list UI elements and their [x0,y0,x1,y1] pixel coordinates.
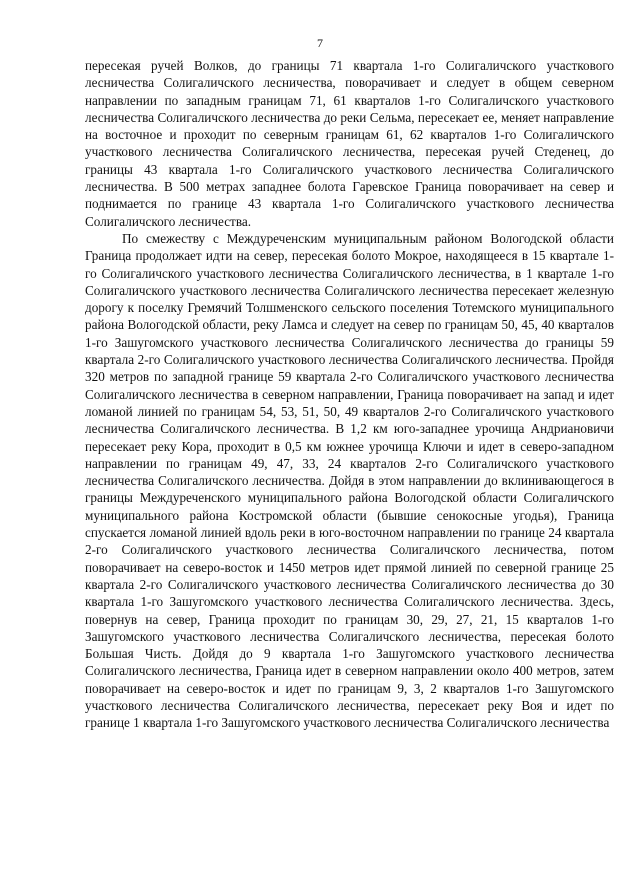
paragraph-mezhdurechensky-border: По смежеству с Междуреченским муниципальным районом Вологодской области Граница продолжает идти на север, пересекая болото Мокрое, находящееся в 15 квартале 1-го Солигаличского участкового лесничества Солигаличского лесничества, в 1 квартале 1-го Солигаличского участкового лесничества Солигаличского лесничества пересекает железную дорогу к поселку Гремячий Толшменского сельского поселения Тотемского муниципального района Вологодской области, реку Ламса и следует на север по границам 50, 45, 40 кварталов 1-го Зашугомского участкового лесничества Солигаличского лесничества до границы 59 квартала 2-го Солигаличского участкового лесничества Солигаличского лесничества. Пройдя 320 метров по западной границе 59 квартала 2-го Солигаличского участкового лесничества Солигаличского лесничества в северном направлении, Граница поворачивает на запад и идет ломаной линией по границам 54, 53, 51, 50, 49 кварталов 2-го Солигаличского участкового лесничества Солигаличского лесничества. В 1,2 км юго-западнее урочища Андриановичи пересекает реку Кора, проходит в 0,5 км южнее урочища Ключи и идет в северо-западном направлении по границам 49, 47, 33, 24 кварталов 2-го Солигаличского участкового лесничества Солигаличского лесничества. Дойдя в этом направлении до вклинивающегося в границы Междуреченского муниципального района Вологодской области Солигаличского муниципального района Костромской области (бывшие сенокосные угодья), Граница спускается ломаной линией вдоль реки в юго-восточном направлении по границе 24 квартала 2-го Солигаличского участкового лесничества Солигаличского лесничества, потом поворачивает на северо-восток и 1450 метров идет прямой линией по северной границе 25 квартала 2-го Солигаличского участкового лесничества Солигаличского лесничества до 30 квартала 1-го Зашугомского участкового лесничества Солигаличского лесничества. Здесь, повернув на север, Граница проходит по границам 30, 29, 27, 21, 15 кварталов 1-го Зашугомского участкового лесничества Солигаличского лесничества, пересекая болото Большая Чисть. Дойдя до 9 квартала 1-го Зашугомского участкового лесничества Солигаличского лесничества, Граница идет в северном направлении около 400 метров, затем поворачивает на северо-восток и идет по границам 9, 3, 2 кварталов 1-го Зашугомского участкового лесничества Солигаличского лесничества, пересекает реку Воя и идет по границе 1 квартала 1-го Зашугомского участкового лесничества Солигаличского лесничества [85,230,614,731]
page-number: 7 [317,36,323,50]
paragraph-continuation: пересекая ручей Волков, до границы 71 квартала 1-го Солигаличского участкового лесничества Солигаличского лесничества, поворачивает и следует в общем северном направлении по западным границам 71, 61 кварталов 1-го Солигаличского участкового лесничества Солигаличского лесничества до реки Сельма, пересекает ее, меняет направление на восточное и проходит по северным границам 61, 62 кварталов 1-го Солигаличского участкового лесничества Солигаличского лесничества, пересекая ручей Стеденец, до границы 43 квартала 1-го Солигаличского участкового лесничества Солигаличского лесничества. В 500 метрах западнее болота Гаревское Граница поворачивает на север и поднимается по границе 43 квартала 1-го Солигаличского участкового лесничества Солигаличского лесничества. [85,58,614,229]
document-body [85,57,614,732]
